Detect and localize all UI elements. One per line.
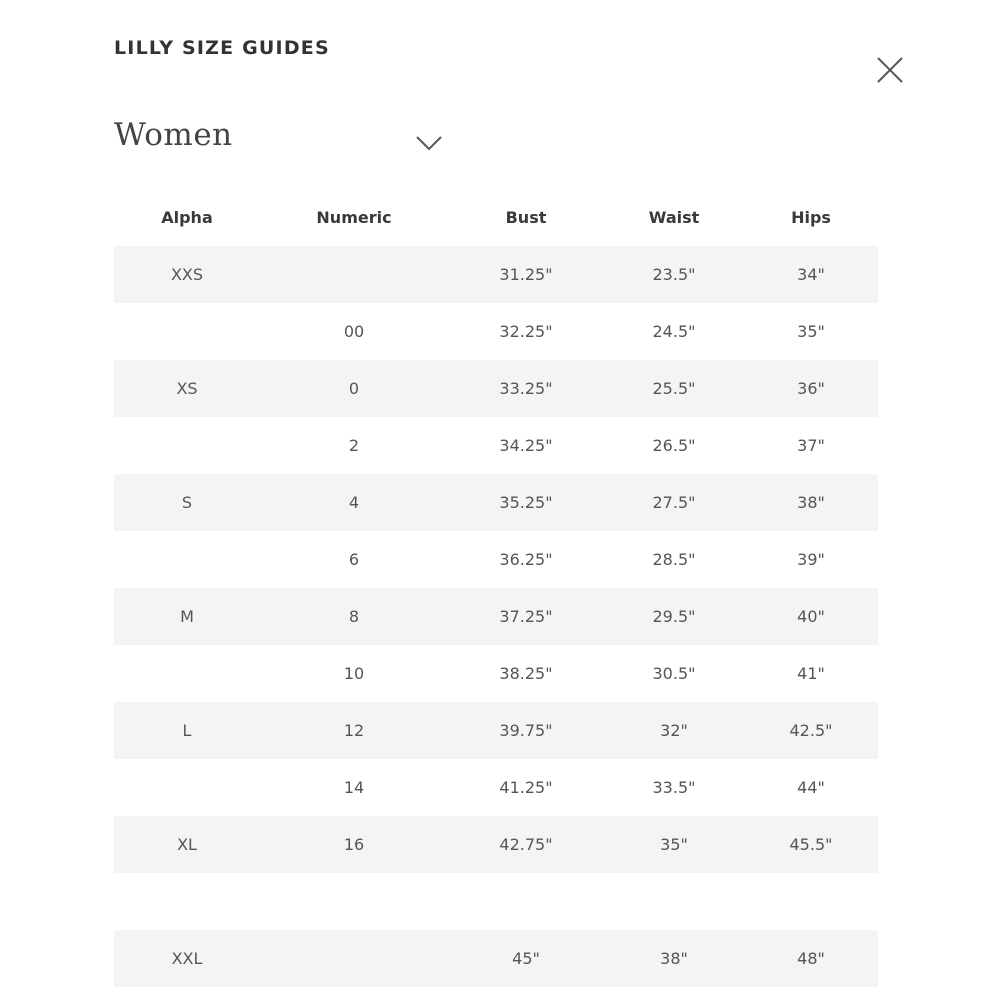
modal-title: LILLY SIZE GUIDES (114, 37, 330, 59)
header-waist: Waist (648, 208, 700, 227)
table-row (114, 360, 878, 417)
header-alpha: Alpha (161, 208, 213, 227)
cell-hips: 48" (744, 930, 878, 987)
table-row (114, 816, 878, 873)
table-row (114, 474, 878, 531)
cell-alpha: M (114, 588, 260, 645)
table-row (114, 531, 878, 588)
cell-numeric: 4 (260, 474, 448, 531)
cell-waist (604, 873, 744, 930)
cell-waist: 30.5" (652, 664, 696, 683)
cell-waist: 28.5" (652, 550, 696, 569)
category-selected-value: Women (114, 117, 233, 153)
cell-bust: 38.25" (499, 664, 553, 683)
category-dropdown[interactable] (114, 112, 454, 164)
cell-bust: 41.25" (499, 778, 553, 797)
cell-waist: 23.5" (604, 246, 744, 303)
cell-waist: 33.5" (652, 778, 696, 797)
header-numeric: Numeric (316, 208, 392, 227)
cell-hips: 42.5" (744, 702, 878, 759)
cell-waist: 25.5" (604, 360, 744, 417)
cell-hips: 38" (744, 474, 878, 531)
table-row (114, 645, 878, 702)
cell-bust: 39.75" (448, 702, 604, 759)
cell-numeric (260, 930, 448, 987)
cell-alpha (114, 759, 260, 816)
cell-numeric (260, 246, 448, 303)
cell-numeric: 2 (348, 436, 360, 455)
table-row (114, 702, 878, 759)
cell-alpha: XXS (114, 246, 260, 303)
cell-hips: 35" (797, 322, 825, 341)
cell-alpha (114, 531, 260, 588)
cell-alpha (114, 645, 260, 702)
cell-bust: 32.25" (499, 322, 553, 341)
close-icon (876, 56, 904, 84)
cell-hips: 40" (744, 588, 878, 645)
cell-waist: 29.5" (604, 588, 744, 645)
table-row (114, 588, 878, 645)
cell-numeric: 10 (343, 664, 365, 683)
cell-waist: 32" (604, 702, 744, 759)
cell-hips (744, 873, 878, 930)
table-row (114, 303, 878, 360)
header-hips: Hips (791, 208, 831, 227)
table-row (114, 246, 878, 303)
table-body (114, 246, 878, 987)
cell-alpha (114, 417, 260, 474)
cell-numeric: 8 (260, 588, 448, 645)
cell-numeric: 6 (348, 550, 360, 569)
cell-numeric (260, 873, 448, 930)
cell-bust: 33.25" (448, 360, 604, 417)
cell-alpha: XS (114, 360, 260, 417)
table-header-row (114, 189, 878, 246)
cell-hips: 34" (744, 246, 878, 303)
cell-hips: 37" (797, 436, 825, 455)
chevron-down-icon (414, 128, 444, 158)
cell-bust: 45" (448, 930, 604, 987)
cell-hips: 45.5" (744, 816, 878, 873)
cell-waist: 24.5" (652, 322, 696, 341)
close-button[interactable] (872, 52, 908, 88)
cell-alpha (114, 303, 260, 360)
table-row (114, 417, 878, 474)
cell-bust: 31.25" (448, 246, 604, 303)
header-bust: Bust (505, 208, 547, 227)
cell-bust (448, 873, 604, 930)
cell-bust: 37.25" (448, 588, 604, 645)
cell-numeric: 00 (343, 322, 365, 341)
cell-hips: 41" (797, 664, 825, 683)
cell-waist: 26.5" (652, 436, 696, 455)
size-table (114, 189, 878, 987)
cell-numeric: 16 (260, 816, 448, 873)
cell-hips: 44" (797, 778, 825, 797)
cell-alpha: S (114, 474, 260, 531)
cell-waist: 38" (604, 930, 744, 987)
cell-alpha (114, 873, 260, 930)
cell-numeric: 14 (343, 778, 365, 797)
cell-alpha: XL (114, 816, 260, 873)
cell-bust: 36.25" (499, 550, 553, 569)
cell-numeric: 0 (260, 360, 448, 417)
table-row (114, 930, 878, 987)
cell-hips: 39" (797, 550, 825, 569)
cell-hips: 36" (744, 360, 878, 417)
cell-waist: 35" (604, 816, 744, 873)
table-row-spacer (114, 873, 878, 930)
table-row (114, 759, 878, 816)
cell-waist: 27.5" (604, 474, 744, 531)
cell-alpha: XXL (114, 930, 260, 987)
cell-numeric: 12 (260, 702, 448, 759)
cell-alpha: L (114, 702, 260, 759)
cell-bust: 34.25" (499, 436, 553, 455)
cell-bust: 42.75" (448, 816, 604, 873)
cell-bust: 35.25" (448, 474, 604, 531)
